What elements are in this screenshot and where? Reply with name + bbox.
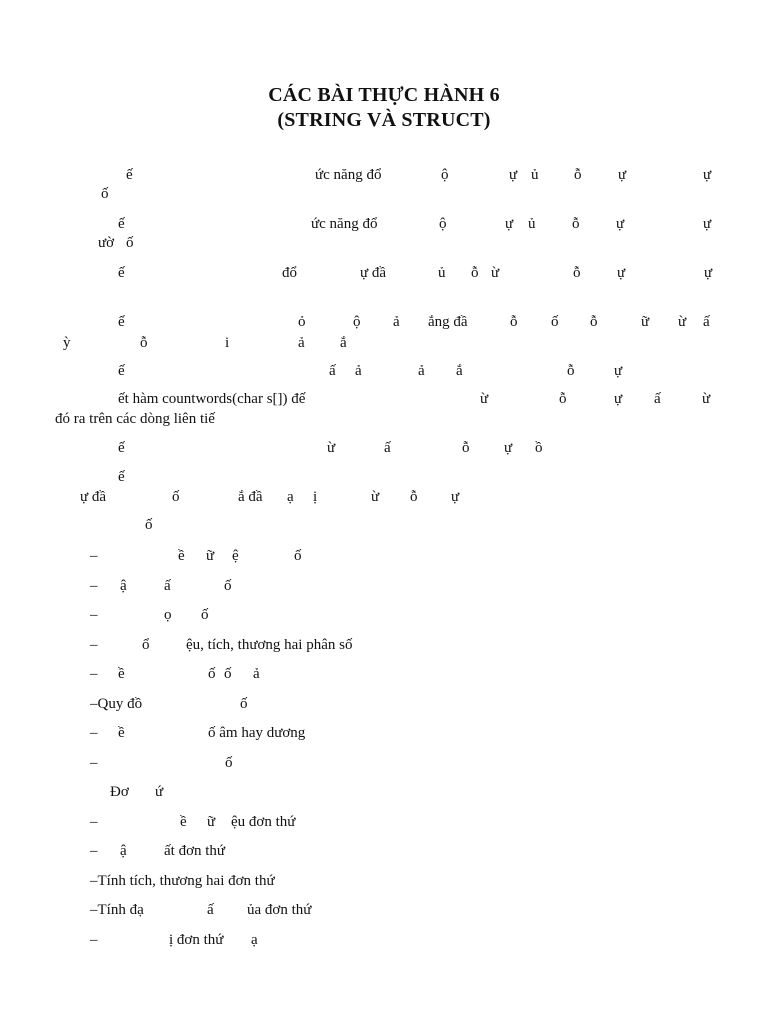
text-fragment: ắ đầ [238,489,263,505]
text-fragment: ự [509,167,518,183]
text-fragment: ồ [535,440,543,456]
text-fragment: ữ [206,548,215,564]
text-fragment: ấ [384,440,391,456]
text-fragment: ự [504,440,513,456]
text-fragment: ố âm hay dương [208,725,306,741]
text-fragment: ỏ [298,314,306,330]
list-dash: – [90,578,98,594]
text-fragment: ố [240,696,248,712]
text-fragment: ế [118,216,125,232]
text-fragment: ế [118,469,125,485]
text-fragment: đó ra trên các dòng liên tiế [55,411,215,427]
text-fragment: ự đầ [360,265,387,281]
text-fragment: ết hàm countwords(char s[]) đế [118,391,306,407]
text-fragment: ỗ [567,363,575,379]
text-fragment: ố [551,314,559,330]
text-fragment: ỗ [510,314,518,330]
text-fragment: ừ [491,265,500,281]
text-fragment: ố [101,186,109,202]
text-fragment: ự [614,363,623,379]
text-fragment: ấ [703,314,710,330]
text-fragment: ự đầ [80,489,107,505]
text-fragment: ế [118,314,125,330]
text-fragment: ỗ [462,440,470,456]
text-fragment: ả [298,335,305,351]
text-fragment: ủ [438,265,446,281]
text-fragment: ừ [678,314,687,330]
text-fragment: ố [145,517,153,533]
text-fragment: ỗ [140,335,148,351]
list-item: –Tính tích, thương hai đơn thứ [90,873,275,889]
text-fragment: ậ [120,843,127,859]
text-fragment: ố [225,755,233,771]
text-fragment: ố [224,578,232,594]
text-fragment: ự [703,167,712,183]
section-heading: ứ [155,784,164,800]
list-dash: – [90,932,98,948]
text-fragment: ườ [98,235,115,251]
text-fragment: ắng đầ [428,314,468,330]
text-fragment: ỗ [410,489,418,505]
list-dash: – [90,548,98,564]
text-fragment: ự [451,489,460,505]
text-fragment: ộ [353,314,361,330]
text-fragment: ề [118,725,125,741]
text-fragment: ế [118,440,125,456]
text-fragment: ế [126,167,133,183]
list-dash: – [90,814,98,830]
text-fragment: ữ [207,814,216,830]
text-fragment: ấ [654,391,661,407]
text-fragment: i [225,335,230,351]
text-fragment: ậ [120,578,127,594]
list-dash: – [90,725,98,741]
text-fragment: ệu, tích, thương hai phân số [186,637,353,653]
text-fragment: ỗ [573,265,581,281]
text-fragment: ừ [702,391,711,407]
text-fragment: ự [616,216,625,232]
text-fragment: ả [418,363,425,379]
text-fragment: ấ [164,578,171,594]
section-heading: Đơ [110,784,129,800]
text-fragment: ủa đơn thứ [247,902,312,918]
text-fragment: ủ [528,216,536,232]
text-fragment: ủ [531,167,539,183]
text-fragment: ự [618,167,627,183]
text-fragment: đổ [282,265,297,281]
text-fragment: ắ [340,335,347,351]
text-fragment: ắ [456,363,463,379]
text-fragment: ả [253,666,260,682]
text-fragment: ỗ [559,391,567,407]
text-fragment: ề [180,814,187,830]
text-fragment: ấ [329,363,336,379]
text-fragment: ỗ [572,216,580,232]
text-fragment: ề [118,666,125,682]
text-fragment: ự [614,391,623,407]
text-fragment: ừ [480,391,489,407]
text-fragment: ức năng đổ [311,216,378,232]
text-fragment: ỗ [574,167,582,183]
text-fragment: ổ [142,637,150,653]
text-fragment: ừ [327,440,336,456]
text-fragment: ộ [441,167,449,183]
document-subtitle: (STRING VÀ STRUCT) [277,109,491,131]
text-fragment: ỗ [471,265,479,281]
text-fragment: ất đơn thứ [164,843,226,859]
text-fragment: ị đơn thứ [169,932,224,948]
text-fragment: ự [505,216,514,232]
text-fragment: ố [208,666,216,682]
text-fragment: ức năng đổ [315,167,382,183]
text-fragment: ố [126,235,134,251]
text-fragment: ạ [287,489,294,505]
text-fragment: ố [201,607,209,623]
text-fragment: ọ [164,607,172,623]
list-dash: – [90,843,98,859]
list-dash: –Quy đồ [90,696,143,712]
text-fragment: ề [178,548,185,564]
text-fragment: ế [118,363,125,379]
text-fragment: ữ [641,314,650,330]
list-dash: – [90,666,98,682]
list-dash: – [90,637,98,653]
text-fragment: ự [617,265,626,281]
text-fragment: ự [704,265,713,281]
text-fragment: ố [224,666,232,682]
text-fragment: ả [393,314,400,330]
text-fragment: ố [172,489,180,505]
text-fragment: ả [355,363,362,379]
text-fragment: ế [118,265,125,281]
text-fragment: ỳ [63,335,71,351]
text-fragment: ố [294,548,302,564]
text-fragment: ạ [251,932,258,948]
list-dash: – [90,755,98,771]
list-dash: – [90,607,98,623]
text-fragment: ệ [232,548,239,564]
text-fragment: ấ [207,902,214,918]
text-fragment: ộ [439,216,447,232]
text-fragment: ệu đơn thứ [231,814,296,830]
text-fragment: ị [313,489,318,505]
text-fragment: ỗ [590,314,598,330]
text-fragment: ự [703,216,712,232]
document-title: CÁC BÀI THỰC HÀNH 6 [268,84,500,106]
list-dash: –Tính đạ [90,902,144,918]
text-fragment: ừ [371,489,380,505]
